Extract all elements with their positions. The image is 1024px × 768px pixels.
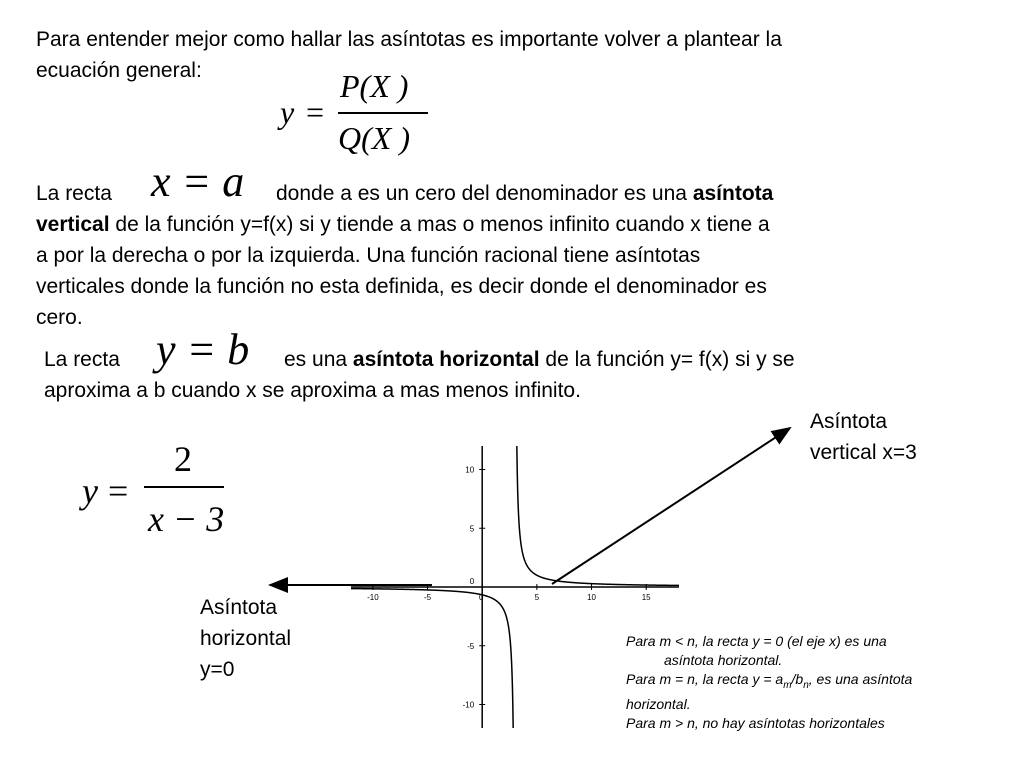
general-equation-lhs: y xyxy=(280,94,295,130)
example-equation-lhs: y xyxy=(82,471,98,511)
note-1b: asíntota horizontal. xyxy=(664,652,783,668)
horizontal-bold: asíntota horizontal xyxy=(352,348,540,371)
horizontal-line1-pre: es una xyxy=(284,348,353,371)
note-2c: horizontal. xyxy=(626,695,691,712)
label-horizontal-line-1: Asíntota xyxy=(200,596,278,619)
note-3: Para m > n, no hay asíntotas horizontales xyxy=(626,714,885,731)
example-equation-numerator: 2 xyxy=(174,439,192,479)
note-2a: Para m = n, la recta y = a xyxy=(626,671,784,687)
horizontal-line1-post: de la función y= f(x) si y se xyxy=(539,348,795,371)
x-tick-label: 10 xyxy=(587,593,596,602)
general-equation-equals: = xyxy=(306,94,325,130)
label-vertical-line-2: vertical x=3 xyxy=(810,441,917,464)
note-2-sub-m: m xyxy=(783,679,792,691)
x-tick-label: 0 xyxy=(478,593,484,602)
general-equation-denominator: Q(X ) xyxy=(338,120,410,156)
y-tick-label: -10 xyxy=(462,700,475,710)
horizontal-lead: La recta xyxy=(44,348,120,371)
label-horizontal-line-2: horizontal xyxy=(200,627,292,650)
note-1a: Para m < n, la recta y = 0 (el eje x) es una xyxy=(626,633,887,649)
x-tick-label: -10 xyxy=(367,593,379,602)
vertical-line3: a por la derecha o por la izquierda. Una función racional tiene asíntotas xyxy=(36,244,701,267)
intro-line-2: ecuación general: xyxy=(36,59,202,82)
horizontal-line2: aproxima a b cuando x se aproxima a mas menos infinito. xyxy=(44,379,581,402)
y-tick-label: 5 xyxy=(469,524,475,534)
curve-right-branch xyxy=(517,446,679,585)
y-tick-label: 0 xyxy=(469,577,475,586)
vertical-bold-vertical: vertical xyxy=(36,213,110,236)
vertical-lead: La recta xyxy=(36,182,112,205)
y-tick-label: -5 xyxy=(467,641,475,651)
x-tick-label: 5 xyxy=(534,593,540,602)
general-equation-numerator: P(X ) xyxy=(340,68,409,104)
label-vertical-line-1: Asíntota xyxy=(810,410,888,433)
example-equation-denominator: x − 3 xyxy=(148,499,225,539)
y-tick-label: 10 xyxy=(465,465,475,475)
note-2b: , es una asíntota xyxy=(808,671,913,687)
horizontal-formula: y = b xyxy=(156,325,250,374)
vertical-formula: x = a xyxy=(151,157,245,206)
vertical-line5: cero. xyxy=(36,306,83,329)
note-2-sub-n: n xyxy=(803,679,809,691)
vertical-bold-asintota: asíntota xyxy=(692,182,774,205)
vertical-line1-rest: donde a es un cero del denominador es una xyxy=(276,182,693,205)
x-tick-label: -5 xyxy=(423,593,432,602)
note-2 xyxy=(626,670,1016,695)
notes-box xyxy=(626,632,1016,733)
vertical-line2-rest: de la función y=f(x) si y tiende a mas o menos infinito cuando x tiene a xyxy=(109,213,770,236)
vertical-line4: verticales donde la función no esta definida, es decir donde el denominador es xyxy=(36,275,767,298)
note-2-mid: /b xyxy=(791,671,804,687)
curve-left-branch xyxy=(351,589,513,728)
intro-line-1: Para entender mejor como hallar las asíntotas es importante volver a plantear la xyxy=(36,28,782,51)
label-horizontal-line-3: y=0 xyxy=(200,658,235,681)
example-equation-equals: = xyxy=(108,471,129,511)
x-tick-label: 15 xyxy=(641,593,651,602)
